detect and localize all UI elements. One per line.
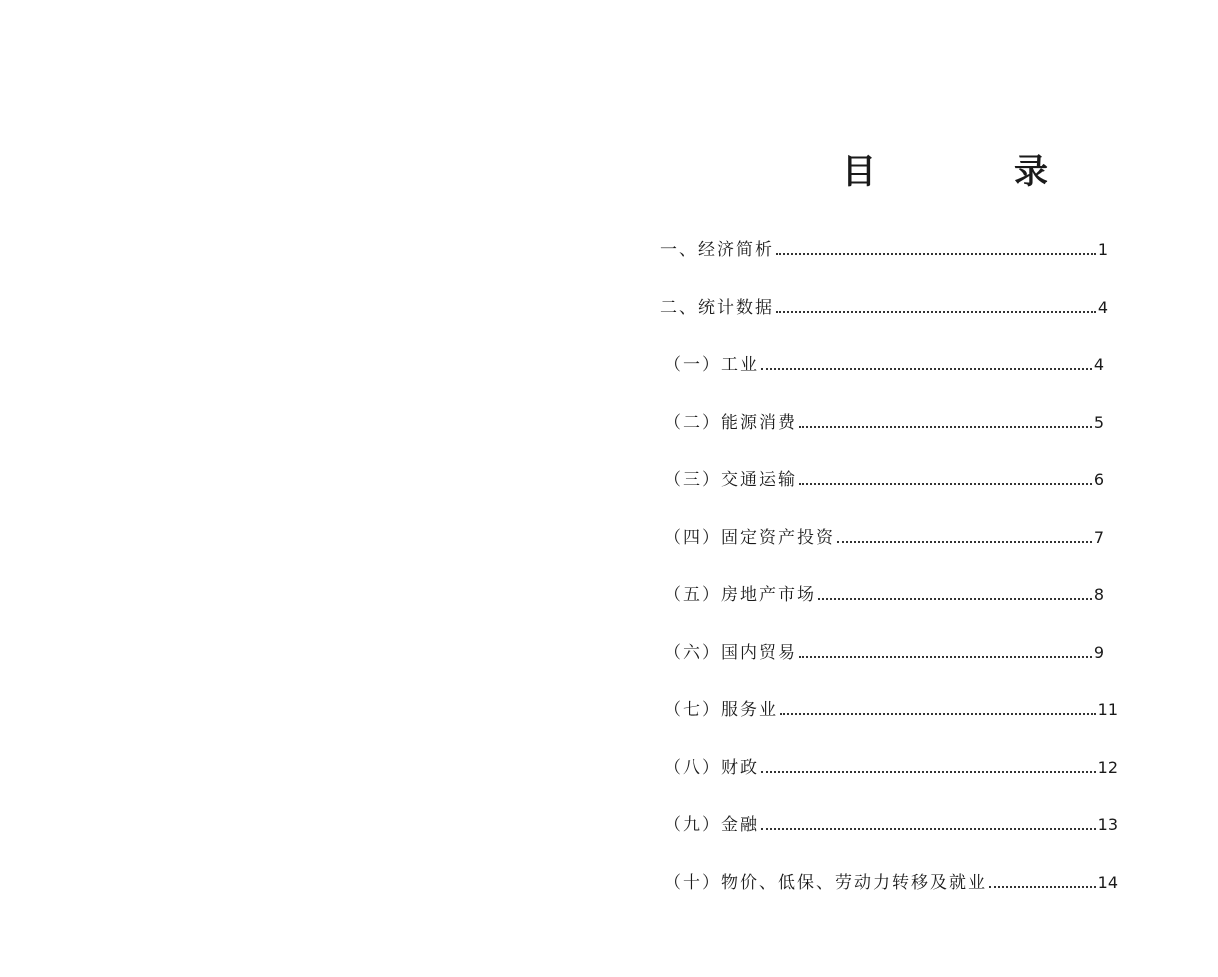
- toc-entry[interactable]: [660, 639, 1104, 697]
- toc-entry-label: （四）固定资产投资: [664, 527, 835, 548]
- toc-entry-page: 4: [1093, 355, 1104, 374]
- toc-entry-page: 9: [1093, 642, 1104, 662]
- toc-leader-dots: [780, 713, 1096, 715]
- toc-leader-dots: [799, 483, 1092, 485]
- toc-entry-label: （八）财政: [664, 757, 759, 778]
- toc-entry-page: 6: [1093, 470, 1104, 489]
- toc-entry[interactable]: [660, 236, 1108, 294]
- toc-leader-dots: [761, 771, 1096, 773]
- toc-entry[interactable]: [660, 869, 1118, 927]
- toc-entry-label: （五）房地产市场: [664, 585, 816, 605]
- toc-entry-label: （十）物价、低保、劳动力转移及就业: [664, 872, 987, 893]
- toc-entry-label: （三）交通运输: [664, 470, 797, 490]
- toc-entry[interactable]: [660, 351, 1104, 409]
- toc-entry[interactable]: [660, 811, 1118, 869]
- toc-entry-label: （二）能源消费: [664, 412, 797, 433]
- toc-entry-page: 8: [1093, 585, 1104, 604]
- toc-entry-label: （九）金融: [664, 815, 759, 835]
- toc-entry[interactable]: [660, 294, 1108, 352]
- toc-entry-page: 13: [1097, 815, 1118, 834]
- toc-leader-dots: [761, 368, 1092, 370]
- toc-title: 目 录: [842, 152, 1100, 192]
- toc-entry[interactable]: [660, 696, 1118, 754]
- toc-entry-page: 7: [1093, 527, 1104, 547]
- toc-leader-dots: [776, 311, 1096, 313]
- toc-entry-page: 12: [1097, 757, 1118, 777]
- toc-leader-dots: [837, 541, 1092, 543]
- toc-leader-dots: [989, 886, 1096, 888]
- toc-entry-label: 一、经济简析: [660, 240, 774, 260]
- toc-leader-dots: [799, 426, 1092, 428]
- toc-entry-page: 4: [1097, 297, 1108, 317]
- toc-leader-dots: [776, 253, 1096, 255]
- toc-entry-page: 11: [1097, 700, 1118, 719]
- toc-entry-label: （一）工业: [664, 355, 759, 375]
- toc-entry[interactable]: [660, 581, 1104, 639]
- toc-entry-page: 14: [1097, 872, 1118, 892]
- toc-leader-dots: [818, 598, 1092, 600]
- toc-entry[interactable]: [660, 466, 1104, 524]
- toc-entry-label: 二、统计数据: [660, 297, 774, 318]
- toc-entry[interactable]: [660, 524, 1104, 582]
- toc-leader-dots: [761, 828, 1096, 830]
- toc-entry-label: （六）国内贸易: [664, 642, 797, 663]
- toc-entry[interactable]: [660, 409, 1104, 467]
- toc-entry-page: 5: [1093, 412, 1104, 432]
- toc-entry-page: 1: [1097, 240, 1108, 259]
- toc-entry[interactable]: [660, 754, 1118, 812]
- table-of-contents-page: [609, 0, 1218, 977]
- toc-entry-label: （七）服务业: [664, 700, 778, 720]
- toc-leader-dots: [799, 656, 1092, 658]
- toc-list: [660, 236, 1118, 926]
